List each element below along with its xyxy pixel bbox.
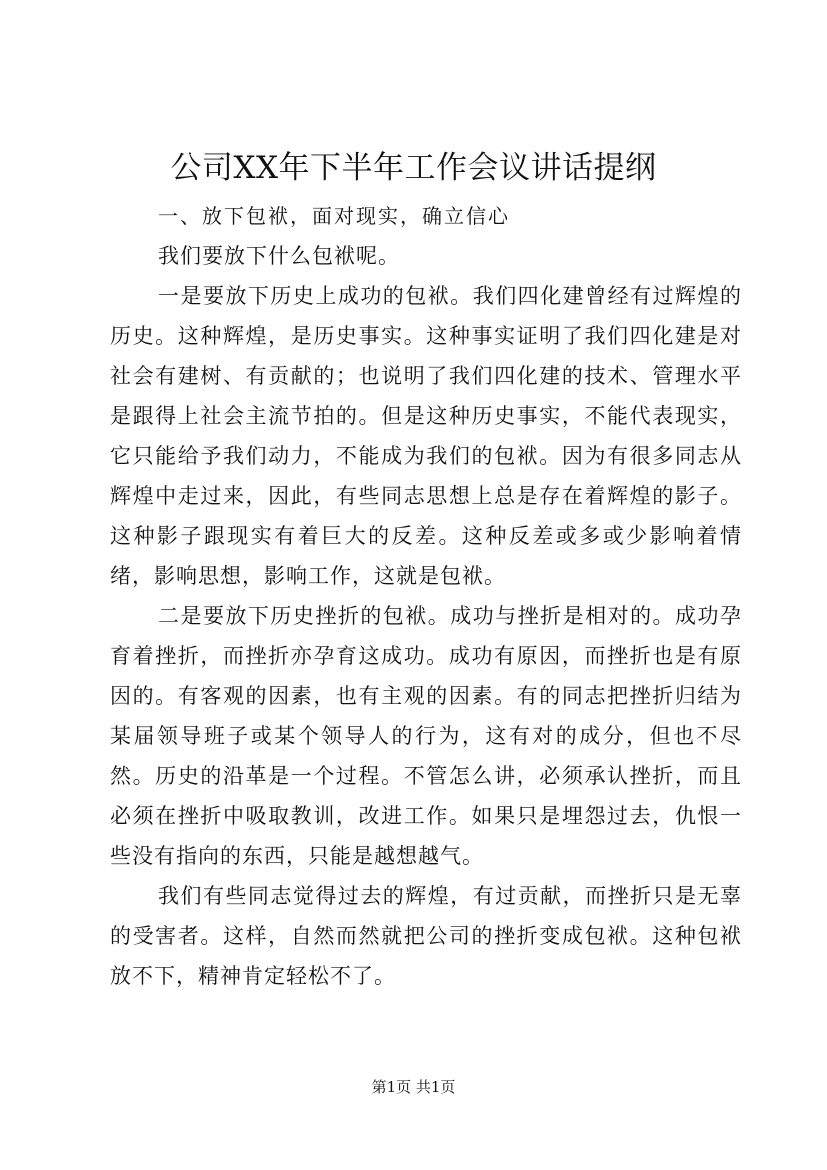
document-body (110, 196, 742, 996)
document-title: 公司XX年下半年工作会议讲话提纲 (170, 150, 657, 186)
section-heading: 一、放下包袱，面对现实，确立信心 (158, 204, 510, 228)
paragraph-conclusion: 我们有些同志觉得过去的辉煌，有过贡献，而挫折只是无辜的受害者。这样，自然而然就把公司的挫折变成包袱。这种包袱放不下，精神肯定轻松不了。 (110, 884, 742, 988)
paragraph-setback-burden: 二是要放下历史挫折的包袱。成功与挫折是相对的。成功孕育着挫折，而挫折亦孕育这成功。成功有原因，而挫折也是有原因的。有客观的因素，也有主观的因素。有的同志把挫折归结为某届领导班子或某个领导人的行为，这有对的成分，但也不尽然。历史的沿革是一个过程。不管怎么讲，必须承认挫折，而且必须在挫折中吸取教训，改进工作。如果只是埋怨过去，仇恨一些没有指向的东西，只能是越想越气。 (110, 604, 742, 868)
paragraph-success-burden: 一是要放下历史上成功的包袱。我们四化建曾经有过辉煌的历史。这种辉煌，是历史事实。这种事实证明了我们四化建是对社会有建树、有贡献的；也说明了我们四化建的技术、管理水平是跟得上社会主流节拍的。但是这种历史事实，不能代表现实，它只能给予我们动力，不能成为我们的包袱。因为有很多同志从辉煌中走过来，因此，有些同志思想上总是存在着辉煌的影子。这种影子跟现实有着巨大的反差。这种反差或多或少影响着情绪，影响思想，影响工作，这就是包袱。 (110, 284, 742, 588)
page-footer: 第1页 共1页 (371, 1078, 456, 1096)
paragraph-question: 我们要放下什么包袱呢。 (158, 244, 400, 268)
